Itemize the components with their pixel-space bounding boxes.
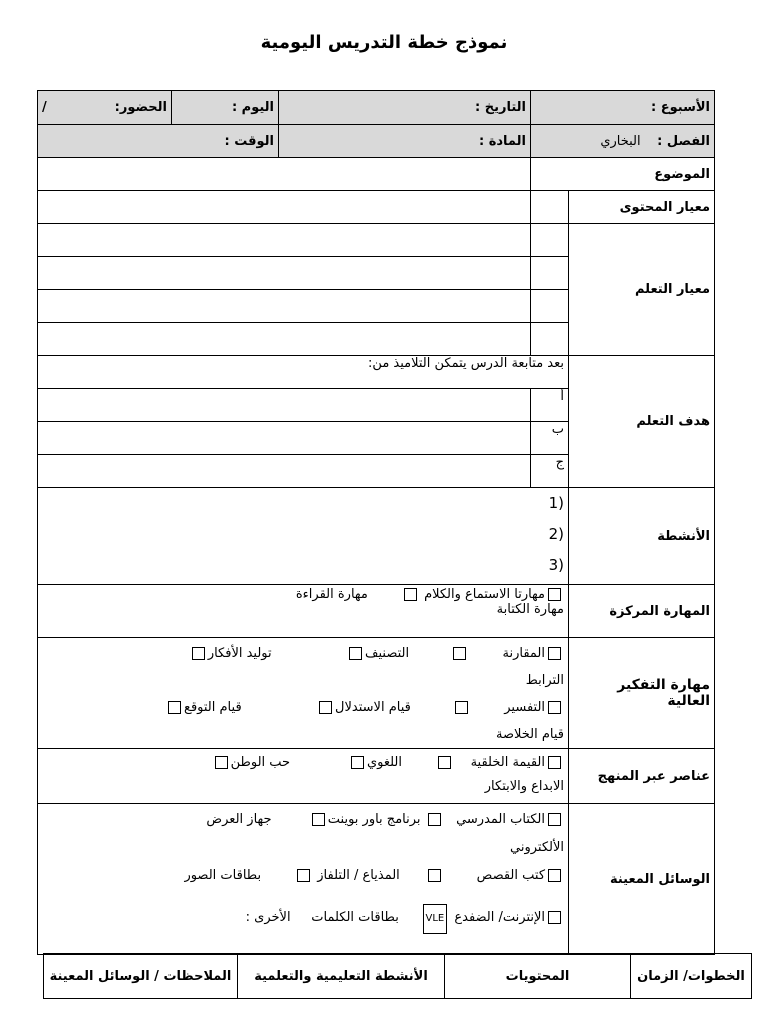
activities-row — [38, 488, 715, 585]
aids-row — [38, 804, 715, 955]
option-label: بطاقات الكلمات — [311, 910, 399, 925]
learning-standard-index[interactable] — [531, 257, 569, 290]
header-row-2 — [38, 125, 715, 158]
aids-options — [38, 804, 569, 955]
option-label: قيام التوقع — [184, 700, 242, 715]
option-label: الأخرى : — [245, 910, 291, 925]
checkbox[interactable] — [453, 647, 466, 660]
option-label: جهاز العرض — [206, 812, 272, 827]
time-cell[interactable] — [38, 125, 279, 158]
day-cell[interactable] — [172, 91, 279, 125]
objective-intro: بعد متابعة الدرس يتمكن التلاميذ من: — [38, 356, 569, 389]
learning-standard-field[interactable] — [38, 224, 531, 257]
option-label: الإنترنت/ الضفدع — [454, 910, 546, 925]
option-label: التفسير — [504, 700, 546, 715]
class-cell[interactable] — [531, 125, 715, 158]
checkbox[interactable] — [548, 813, 561, 826]
date-label: التاريخ : — [475, 100, 526, 115]
option-label: قيام الاستدلال — [335, 700, 411, 715]
cross-options — [38, 749, 569, 804]
focus-skill-label: المهارة المركزة — [569, 585, 715, 638]
subject-cell[interactable] — [279, 125, 531, 158]
topic-label: الموضوع — [531, 158, 715, 191]
class-value: البخاري — [600, 133, 641, 149]
checkbox[interactable] — [192, 647, 205, 660]
content-standard-row — [38, 191, 715, 224]
vle-checkbox[interactable]: VLE — [423, 904, 448, 934]
topic-field[interactable] — [38, 158, 531, 191]
objective-item-a: أ — [531, 389, 569, 422]
header-row-1 — [38, 91, 715, 125]
content-standard-index[interactable] — [531, 191, 569, 224]
activities-header: الأنشطة التعليمية والتعلمية — [238, 954, 445, 999]
checkbox[interactable] — [548, 911, 561, 924]
date-cell[interactable] — [279, 91, 531, 125]
topic-row — [38, 158, 715, 191]
checkbox[interactable] — [351, 756, 364, 769]
week-cell[interactable] — [531, 91, 715, 125]
subject-label: المادة : — [478, 133, 526, 149]
steps-table — [43, 953, 752, 999]
activity-item: (1 — [548, 494, 565, 512]
checkbox[interactable] — [548, 647, 561, 660]
hots-options — [38, 638, 569, 749]
checkbox[interactable] — [215, 756, 228, 769]
checkbox[interactable] — [455, 701, 468, 714]
checkbox[interactable] — [319, 701, 332, 714]
option-label: المذياع / التلفاز — [317, 868, 400, 883]
steps-header: الخطوات/ الزمان — [631, 954, 752, 999]
learning-standard-index[interactable] — [531, 224, 569, 257]
objective-field[interactable] — [38, 389, 531, 422]
option-label: كتب القصص — [476, 868, 546, 883]
checkbox[interactable] — [297, 869, 310, 882]
option-label: القيمة الخلقية — [470, 755, 546, 770]
plan-table — [37, 90, 715, 955]
checkbox[interactable] — [404, 588, 417, 601]
learning-standard-field[interactable] — [38, 257, 531, 290]
option-label: مهارة القراءة — [295, 587, 368, 602]
hots-row — [38, 638, 715, 749]
option-label: حب الوطن — [230, 755, 291, 770]
focus-skill-options — [38, 585, 569, 638]
attendance-label: الحضور: — [114, 100, 167, 115]
activities-field[interactable] — [38, 488, 569, 585]
objective-field[interactable] — [38, 422, 531, 455]
activity-item: (3 — [548, 556, 565, 574]
content-standard-field[interactable] — [38, 191, 531, 224]
option-label: الكتاب المدرسي — [456, 812, 546, 827]
objective-item-b: ب — [531, 422, 569, 455]
option-label: برنامج باور بوينت — [327, 812, 421, 827]
learning-objective-label: هدف التعلم — [569, 356, 715, 488]
option-label: مهارتا الاستماع والكلام — [424, 587, 546, 602]
cross-curricular-row — [38, 749, 715, 804]
content-standard-label: معيار المحتوى — [569, 191, 715, 224]
option-label: مهارة الكتابة — [496, 602, 565, 617]
aids-label: الوسائل المعينة — [569, 804, 715, 955]
week-label: الأسبوع : — [651, 100, 711, 115]
activity-item: (2 — [548, 525, 565, 543]
option-label: بطاقات الصور — [184, 868, 262, 883]
focus-skill-row — [38, 585, 715, 638]
objective-item-c: ج — [531, 455, 569, 488]
learning-standard-index[interactable] — [531, 290, 569, 323]
option-label: اللغوي — [366, 755, 402, 770]
class-label: الفصل : — [657, 133, 711, 149]
attendance-cell[interactable] — [38, 91, 172, 125]
checkbox[interactable] — [168, 701, 181, 714]
option-label: المقارنة — [502, 646, 546, 661]
hots-label: مهارة التفكير العالية — [569, 638, 715, 749]
option-label: التصنيف — [365, 646, 410, 661]
option-label: الترابط — [525, 673, 565, 688]
notes-header: الملاحظات / الوسائل المعينة — [44, 954, 238, 999]
attendance-value: / — [42, 100, 47, 115]
day-label: اليوم : — [231, 100, 274, 115]
page-title: نموذج خطة التدريس اليومية — [260, 32, 508, 53]
checkbox[interactable] — [548, 869, 561, 882]
checkbox[interactable] — [438, 756, 451, 769]
checkbox[interactable] — [349, 647, 362, 660]
objective-field[interactable] — [38, 455, 531, 488]
checkbox[interactable] — [428, 869, 441, 882]
time-label: الوقت : — [224, 133, 274, 149]
learning-standard-index[interactable] — [531, 323, 569, 356]
checkbox[interactable] — [428, 813, 441, 826]
option-label: الابداع والابتكار — [484, 779, 565, 794]
option-label: قيام الخلاصة — [496, 727, 565, 742]
cross-curricular-label: عناصر عبر المنهج — [569, 749, 715, 804]
checkbox[interactable] — [548, 588, 561, 601]
learning-standard-label: معيار التعلم — [569, 224, 715, 356]
option-label: توليد الأفكار — [207, 646, 272, 661]
contents-header: المحتويات — [445, 954, 631, 999]
activities-label: الأنشطة — [569, 488, 715, 585]
checkbox[interactable] — [312, 813, 325, 826]
learning-standard-field[interactable] — [38, 323, 531, 356]
checkbox[interactable] — [548, 701, 561, 714]
checkbox[interactable] — [548, 756, 561, 769]
option-label: الألكتروني — [510, 840, 565, 855]
learning-standard-field[interactable] — [38, 290, 531, 323]
